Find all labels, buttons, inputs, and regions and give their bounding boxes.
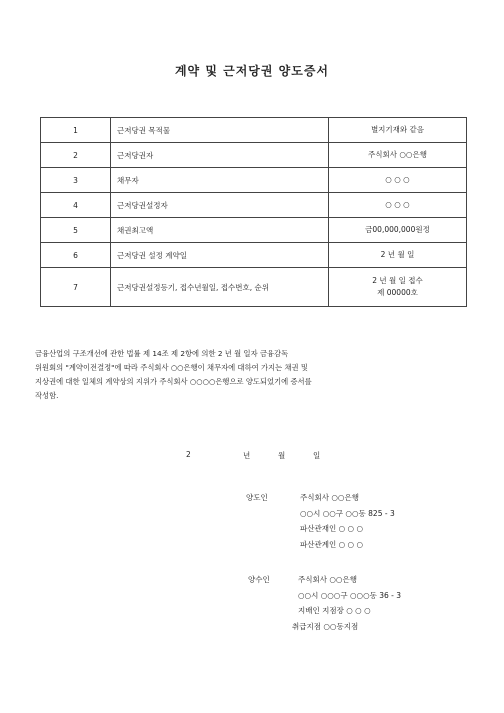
transferee-line: 주식회사 ○○은행 [298,575,357,584]
row-value-line: ○ ○ ○ [385,175,410,184]
date-year-label: 년 [243,451,251,460]
row-label: 근저당권 설정 계약일 [111,243,329,268]
transferor-line: ○○시 ○○구 ○○동 825 - 3 [300,508,395,518]
transferee-line: ○○시 ○○○구 ○○○동 36 - 3 [298,590,402,600]
table-row [41,243,467,268]
transferee-line: 지배인 지점장 ○ ○ ○ [298,606,371,615]
date-day-label: 일 [313,451,321,460]
transferor-role: 양도인 [246,493,268,502]
row-value [329,193,467,218]
row-number: 2 [41,143,111,168]
transferee-block [248,572,468,642]
row-label: 근저당권 목적물 [111,118,329,143]
document-title: 계약 및 근저당권 양도증서 [174,64,330,78]
table-row [41,168,467,193]
row-value-line: 주식회사 ○○은행 [368,150,427,159]
row-number: 5 [41,218,111,243]
row-value-line: 금00,000,000원정 [365,225,430,234]
row-value [329,243,467,268]
row-label: 채권최고액 [111,218,329,243]
transferor-block [246,490,466,560]
table-row [41,118,467,143]
table-row [41,193,467,218]
row-number: 6 [41,243,111,268]
row-value [329,143,467,168]
row-number: 4 [41,193,111,218]
body-line: 작성함. [35,391,59,400]
transferee-line: 취급지점 ○○동지점 [292,621,359,631]
transferor-line: 주식회사 ○○은행 [300,493,359,502]
row-label: 근저당권설정자 [111,193,329,218]
row-value [329,118,467,143]
body-line: 지상권에 대한 일체의 계약상의 지위가 주식회사 ○○○○은행으로 양도되었기에 증서를 [35,377,312,386]
row-value [329,168,467,193]
row-value-line: 제 00000호 [377,288,418,297]
date-month-label: 월 [278,451,286,460]
row-label: 근저당권설정등기, 접수년월일, 접수번호, 순위 [111,268,329,307]
row-value-line: 2 년 월 일 [380,250,415,259]
row-value-line: 별지기재와 같음 [370,125,425,134]
items-table [40,117,467,307]
body-paragraph [35,347,435,403]
table-row [41,268,467,307]
row-value-line: 2 년 월 일 접수 [372,276,423,285]
transferor-line: 파산관재인 ○ ○ ○ [300,524,364,533]
row-label: 근저당권자 [111,143,329,168]
body-line: 위원회의 "계약이전결정"에 따라 주식회사 ○○은행이 채무자에 대하여 가지는 채권 및 [35,363,308,372]
row-number: 3 [41,168,111,193]
row-value [329,268,467,307]
table-row [41,143,467,168]
row-label: 채무자 [111,168,329,193]
row-number: 1 [41,118,111,143]
transferee-role: 양수인 [248,575,270,584]
row-number: 7 [41,268,111,307]
date-year: 2 [186,450,191,459]
row-value [329,218,467,243]
transferor-line: 파산관계인 ○ ○ ○ [300,539,364,549]
body-line: 금융산업의 구조개선에 관한 법률 제 14조 제 2항에 의한 2 년 월 일자 금융감독 [35,349,289,358]
row-value-line: ○ ○ ○ [385,200,410,209]
table-row [41,218,467,243]
